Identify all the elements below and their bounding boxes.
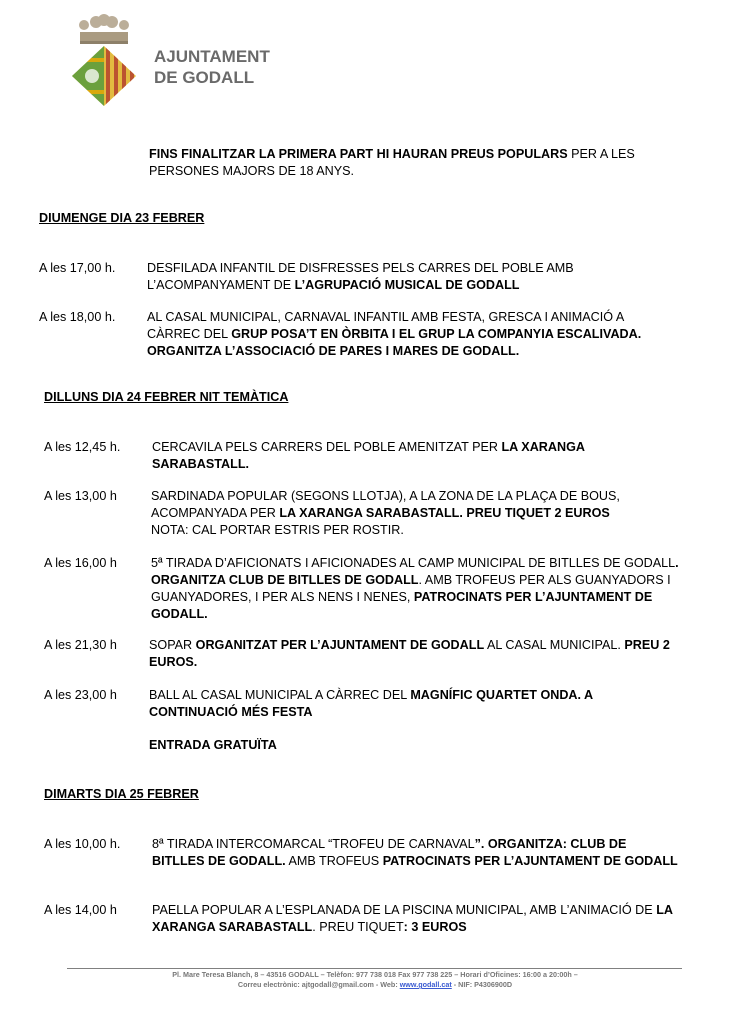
event-text: SOPAR bbox=[149, 638, 196, 652]
event-time: A les 17,00 h. bbox=[39, 261, 116, 275]
footer-email: Correu electrònic: ajtgodall@gmail.com - Web: bbox=[237, 980, 400, 989]
event-text: AL CASAL MUNICIPAL, CARNAVAL INFANTIL AMB FESTA, GRESCA I ANIMACIÓ A CÀRREC DEL bbox=[147, 310, 624, 341]
event-text-bold: ENTRADA GRATUÏTA bbox=[149, 738, 277, 752]
day-heading: DIMARTS DIA 25 FEBRER bbox=[44, 787, 199, 801]
event-text-bold: ”. ORGANITZA: CLUB DE BITLLES DE GODALL. bbox=[152, 837, 627, 868]
event-time: A les 23,00 h bbox=[44, 688, 117, 702]
event-time: A les 21,30 h bbox=[44, 638, 117, 652]
footer-contact bbox=[60, 980, 690, 990]
event-text-bold: LA XARANGA SARABASTALL. PREU TIQUET 2 EUROS bbox=[279, 506, 610, 520]
intro-bold: FINS FINALITZAR LA PRIMERA PART HI HAURAN PREUS POPULARS bbox=[149, 147, 568, 161]
event-description bbox=[151, 555, 681, 623]
event-text: . AMB TROFEUS PER ALS GUANYADORS I GUANYADORES, I PER ALS NENS I NENES, bbox=[151, 573, 671, 604]
footer-divider bbox=[67, 968, 682, 969]
event-text: 8ª TIRADA INTERCOMARCAL “TROFEU DE CARNAVAL bbox=[152, 837, 475, 851]
event-text-bold: GRUP POSA’T EN ÒRBITA I EL GRUP LA COMPANYIA ESCALIVADA. ORGANITZA L’ASSOCIACIÓ DE PARES I MARES DE GODALL. bbox=[147, 327, 642, 358]
event-text: AL CASAL MUNICIPAL. bbox=[484, 638, 625, 652]
day-heading: DIUMENGE DIA 23 FEBRER bbox=[39, 211, 205, 225]
event-text-bold: PATROCINATS PER L’AJUNTAMENT DE GODALL. bbox=[151, 590, 653, 621]
event-description bbox=[152, 439, 682, 473]
event-text: . PREU TIQUET bbox=[312, 920, 404, 934]
event-text-bold: L’AGRUPACIÓ MUSICAL DE GODALL bbox=[294, 278, 520, 292]
event-time: A les 13,00 h bbox=[44, 489, 117, 503]
event-time: A les 14,00 h bbox=[44, 903, 117, 917]
coat-of-arms-icon bbox=[70, 14, 138, 108]
event-description bbox=[147, 260, 677, 294]
event-description bbox=[149, 687, 679, 721]
event-description bbox=[151, 488, 681, 539]
event-description bbox=[152, 836, 682, 870]
event-text-bold: . ORGANITZA CLUB DE BITLLES DE GODALL bbox=[151, 556, 679, 587]
organization-name-line-2: DE GODALL bbox=[154, 68, 255, 87]
footer-nif: - NIF: P4306900D bbox=[451, 980, 513, 989]
event-text: CERCAVILA PELS CARRERS DEL POBLE AMENITZAT PER bbox=[152, 440, 502, 454]
footer-address: Pl. Mare Teresa Blanch, 8 – 43516 GODALL – Telèfon: 977 738 018 Fax 977 738 225 – Horari d’Oficines: 16:00 a 20:00h – bbox=[172, 970, 578, 979]
event-text-bold: PATROCINATS PER L’AJUNTAMENT DE GODALL bbox=[382, 854, 678, 868]
event-text-bold: ORGANITZAT PER L’AJUNTAMENT DE GODALL bbox=[195, 638, 485, 652]
event-text: DESFILADA INFANTIL DE DISFRESSES PELS CARRES DEL POBLE AMB L’ACOMPANYAMENT DE bbox=[147, 261, 574, 292]
event-description bbox=[149, 637, 679, 671]
website-link[interactable]: www.godall.cat bbox=[399, 980, 452, 989]
organization-name bbox=[154, 46, 270, 88]
event-text: NOTA: CAL PORTAR ESTRIS PER ROSTIR. bbox=[151, 523, 404, 537]
event-time: A les 16,00 h bbox=[44, 556, 117, 570]
event-text: PAELLA POPULAR A L’ESPLANADA DE LA PISCINA MUNICIPAL, AMB L’ANIMACIÓ DE bbox=[152, 903, 657, 917]
event-text-bold: LA XARANGA SARABASTALL bbox=[152, 903, 673, 934]
event-text: AMB TROFEUS bbox=[285, 854, 383, 868]
event-time: A les 18,00 h. bbox=[39, 310, 116, 324]
event-time: A les 10,00 h. bbox=[44, 837, 121, 851]
event-description bbox=[152, 902, 682, 936]
intro-rest: PER A LES PERSONES MAJORS DE 18 ANYS. bbox=[149, 147, 635, 178]
event-text-bold: PREU 2 EUROS. bbox=[149, 638, 670, 669]
event-text-bold: LA XARANGA SARABASTALL. bbox=[152, 440, 585, 471]
event-description bbox=[149, 737, 679, 754]
intro-paragraph bbox=[149, 146, 689, 180]
organization-name-line-1: AJUNTAMENT bbox=[154, 47, 270, 66]
event-text: SARDINADA POPULAR (SEGONS LLOTJA), A LA ZONA DE LA PLAÇA DE BOUS, ACOMPANYADA PER bbox=[151, 489, 620, 520]
event-text: 5ª TIRADA D’AFICIONATS I AFICIONADES AL CAMP MUNICIPAL DE BITLLES DE GODALL bbox=[151, 556, 676, 570]
event-description bbox=[147, 309, 677, 360]
event-text: BALL AL CASAL MUNICIPAL A CÀRREC DEL bbox=[149, 688, 411, 702]
event-text-bold: : 3 EUROS bbox=[403, 920, 467, 934]
event-text-bold: MAGNÍFIC QUARTET ONDA. A CONTINUACIÓ MÉS FESTA bbox=[149, 688, 593, 719]
day-heading: DILLUNS DIA 24 FEBRER NIT TEMÀTICA bbox=[44, 390, 289, 404]
event-time: A les 12,45 h. bbox=[44, 440, 121, 454]
